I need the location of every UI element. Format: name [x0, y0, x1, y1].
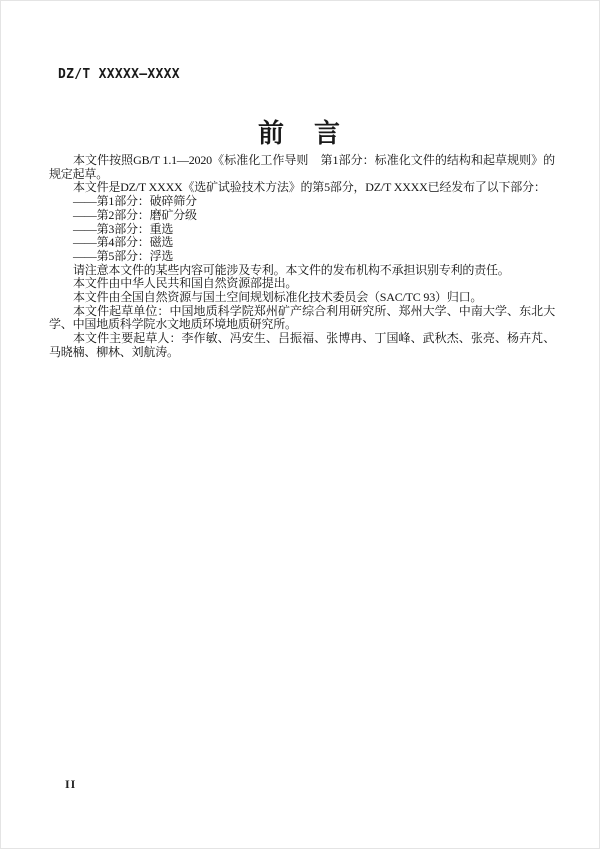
paragraph-drafters: 本文件主要起草人：李作敏、冯安生、吕振福、张博冉、丁国峰、武秋杰、张亮、杨卉芃、马晓楠、柳林、刘航涛。	[49, 331, 555, 359]
paragraph-drafting-basis: 本文件按照GB/T 1.1—2020《标准化工作导则 第1部分：标准化文件的结构和起草规则》的规定起草。	[49, 153, 555, 181]
standard-code-header: DZ/T XXXXX—XXXX	[58, 67, 180, 82]
paragraph-drafting-units: 本文件起草单位：中国地质科学院郑州矿产综合利用研究所、郑州大学、中南大学、东北大学、中国地质科学院水文地质环境地质研究所。	[49, 303, 555, 332]
page-number: II	[65, 777, 77, 791]
paragraph-centralized-by: 本文件由全国自然资源与国土空间规划标准化技术委员会（SAC/TC 93）归口。	[73, 290, 483, 305]
foreword-title: 前 言	[257, 118, 342, 148]
foreword-body	[49, 154, 555, 360]
paragraph-series-intro: 本文件是DZ/T XXXX《选矿试验技术方法》的第5部分，DZ/T XXXX已经发布了以下部分：	[73, 180, 546, 195]
paragraph-proposed-by: 本文件由中华人民共和国自然资源部提出。	[73, 276, 298, 291]
paragraph-patent-notice: 请注意本文件的某些内容可能涉及专利。本文件的发布机构不承担识别专利的责任。	[73, 262, 510, 277]
list-item-part-5: ——第5部分：浮选	[73, 248, 174, 263]
list-item-part-1: ——第1部分：破碎筛分	[73, 194, 197, 209]
list-item-part-2: ——第2部分：磨矿分级	[73, 207, 197, 222]
list-item-part-3: ——第3部分：重选	[73, 221, 174, 236]
list-item-part-4: ——第4部分：磁选	[73, 235, 174, 250]
